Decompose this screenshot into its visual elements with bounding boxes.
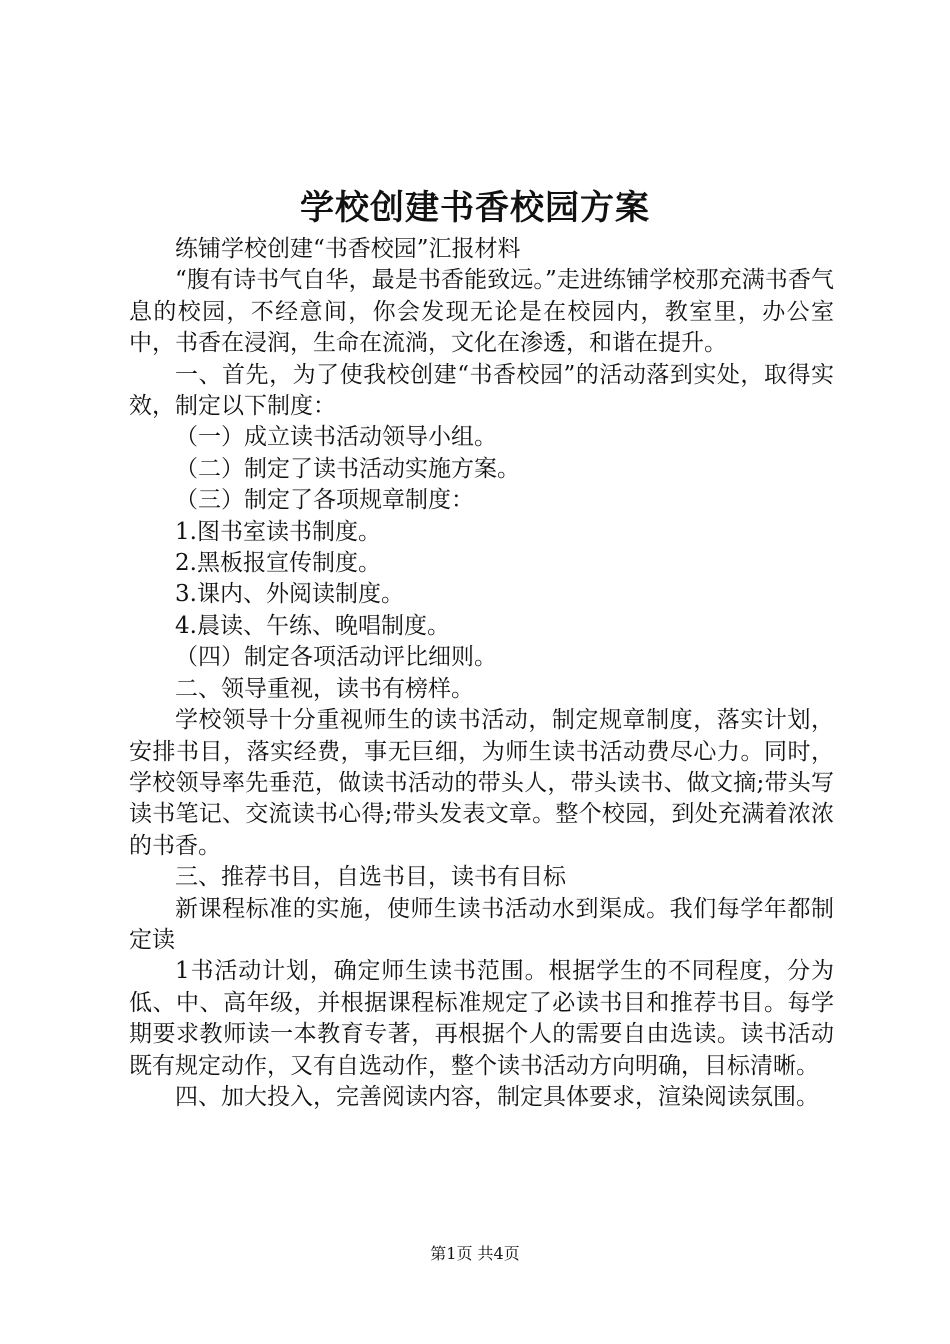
- paragraph-item-3: （三）制定了各项规章制度：: [175, 487, 474, 514]
- paragraph-section-4: 四、加大投入，完善阅读内容，制定具体要求，渲染阅读氛围。: [175, 1083, 819, 1110]
- paragraph-subitem-3: 3.课内、外阅读制度。: [175, 581, 404, 608]
- paragraph-item-1: （一）成立读书活动领导小组。: [175, 424, 497, 451]
- paragraph-subitem-1: 1.图书室读书制度。: [175, 518, 381, 545]
- paragraph-item-4: （四）制定各项活动评比细则。: [175, 644, 497, 671]
- paragraph-item-2: （二）制定了读书活动实施方案。: [175, 455, 520, 482]
- paragraph-section-1: 一、首先，为了使我校创建“书香校园”的活动落到实处，取得实效，制定以下制度：: [129, 361, 834, 420]
- paragraph-section-2-body: 学校领导十分重视师生的读书活动，制定规章制度，落实计划，安排书目，落实经费，事无巨细，为师生读书活动费尽心力。同时，学校领导率先垂范，做读书活动的带头人，带头读书、做文摘;带头写读书笔记、交流读书心得;带头发表文章。整个校园，到处充满着浓浓的书香。: [129, 707, 834, 859]
- paragraph-section-3-body-b: 1书活动计划，确定师生读书范围。根据学生的不同程度，分为低、中、高年级，并根据课程标准规定了必读书目和推荐书目。每学期要求教师读一本教育专著，再根据个人的需要自由选读。读书活动既有规定动作，又有自选动作，整个读书活动方向明确，目标清晰。: [129, 958, 834, 1079]
- paragraph-section-3-body-a: 新课程标准的实施，使师生读书活动水到渠成。我们每学年都制定读: [129, 895, 834, 953]
- paragraph-subitem-4: 4.晨读、午练、晚唱制度。: [175, 612, 450, 639]
- document-body: [129, 234, 834, 1113]
- paragraph-heading-line: 练铺学校创建“书香校园”汇报材料: [175, 236, 521, 262]
- document-title: 学校创建书香校园方案: [300, 188, 650, 228]
- page-footer: 第1页 共4页: [430, 1244, 520, 1263]
- paragraph-intro: “腹有诗书气自华，最是书香能致远。”走进练铺学校那充满书香气息的校园，不经意间，你会发现无论是在校园内，教室里，办公室中，书香在浸润，生命在流淌，文化在渗透，和谐在提升。: [129, 267, 834, 357]
- paragraph-section-2: 二、领导重视，读书有榜样。: [175, 675, 474, 702]
- paragraph-section-3: 三、推荐书目，自选书目，读书有目标: [175, 864, 566, 891]
- paragraph-subitem-2: 2.黑板报宣传制度。: [175, 550, 381, 577]
